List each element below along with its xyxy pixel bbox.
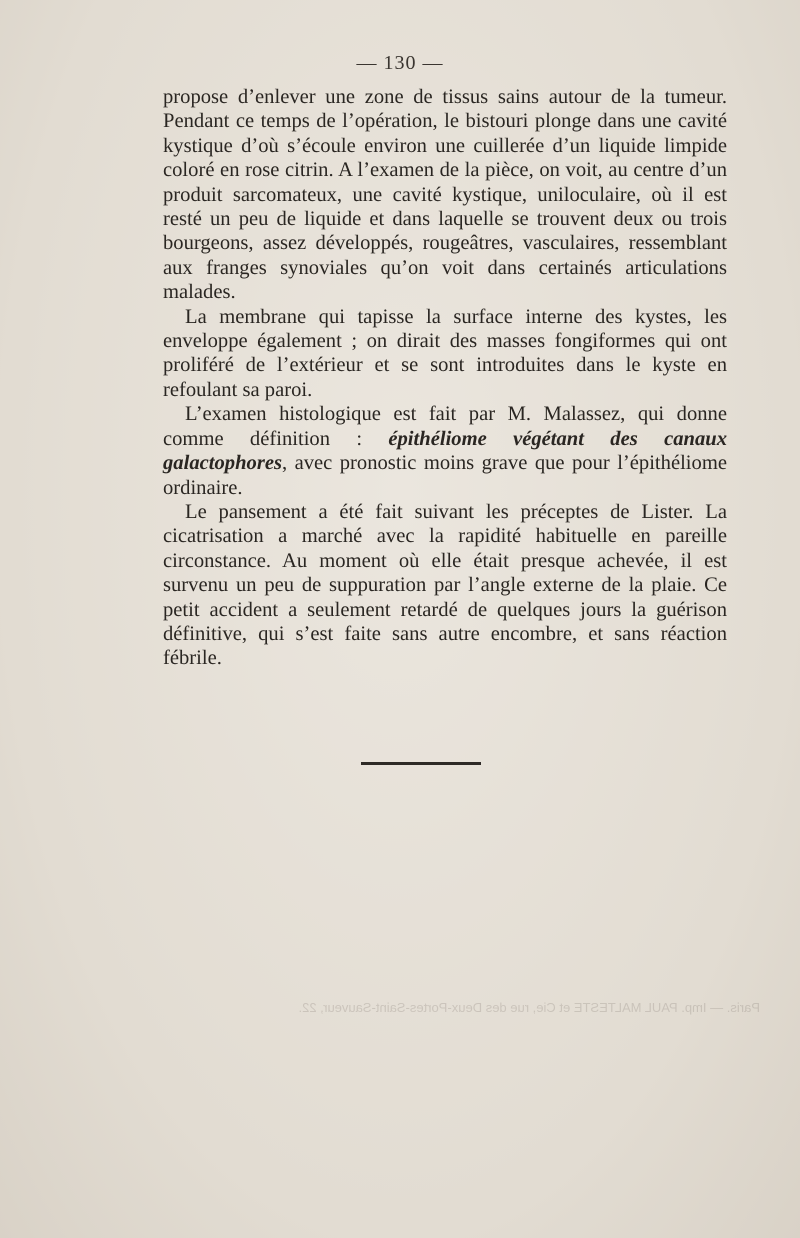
paragraph-4: Le pansement a été fait suivant les préceptes de Lister. La cicatrisation a marché avec la rapidité habituelle en pareille circonstance. Au moment où elle était presque achevée, il est survenu un peu de suppuration par l’angle externe de la plaie. Ce petit accident a seulement retardé de quelques jours la guérison définitive, qui s’est faite sans autre encombre, et sans réaction fébrile. bbox=[163, 500, 727, 670]
diagnosis-emphasis: épithéliome végétant des canaux galactophores bbox=[163, 427, 728, 475]
paragraph-2: La membrane qui tapisse la surface interne des kystes, les enveloppe également ; on dirait des masses fongiformes qui ont proliféré de l’extérieur et se sont introduites dans le kyste en refoulant sa paroi. bbox=[163, 305, 727, 401]
paragraph-1: propose d’enlever une zone de tissus sains autour de la tumeur. Pendant ce temps de l’opération, le bistouri plonge dans une cavité kystique d’où s’écoule environ une cuillerée d’un liquide limpide coloré en rose citrin. A l’examen de la pièce, on voit, au centre d’un produit sarcomateux, une cavité kystique, uniloculaire, où il est resté un peu de liquide et dans laquelle se trouvent deux ou trois bourgeons, assez développés, rougeâtres, vasculaires, ressemblant aux franges synoviales qu’on voit dans certainés articulations malades. bbox=[163, 86, 727, 304]
page-number: — 130 — bbox=[356, 52, 444, 74]
paragraph-3-tail: , avec pronostic moins grave que pour l’épithéliome ordinaire. bbox=[163, 452, 727, 499]
paragraph-3 bbox=[163, 402, 727, 500]
body-text bbox=[163, 85, 727, 671]
end-rule bbox=[361, 762, 481, 765]
bleed-through-text: Paris. — Imp. PAUL MALTESTE et Cie, rue des Deux-Portes-Saint-Sauveur, 22. bbox=[298, 1000, 760, 1015]
paragraph-3-lead: L’examen histologique est fait par M. Malassez, qui donne comme définition : bbox=[163, 403, 727, 450]
